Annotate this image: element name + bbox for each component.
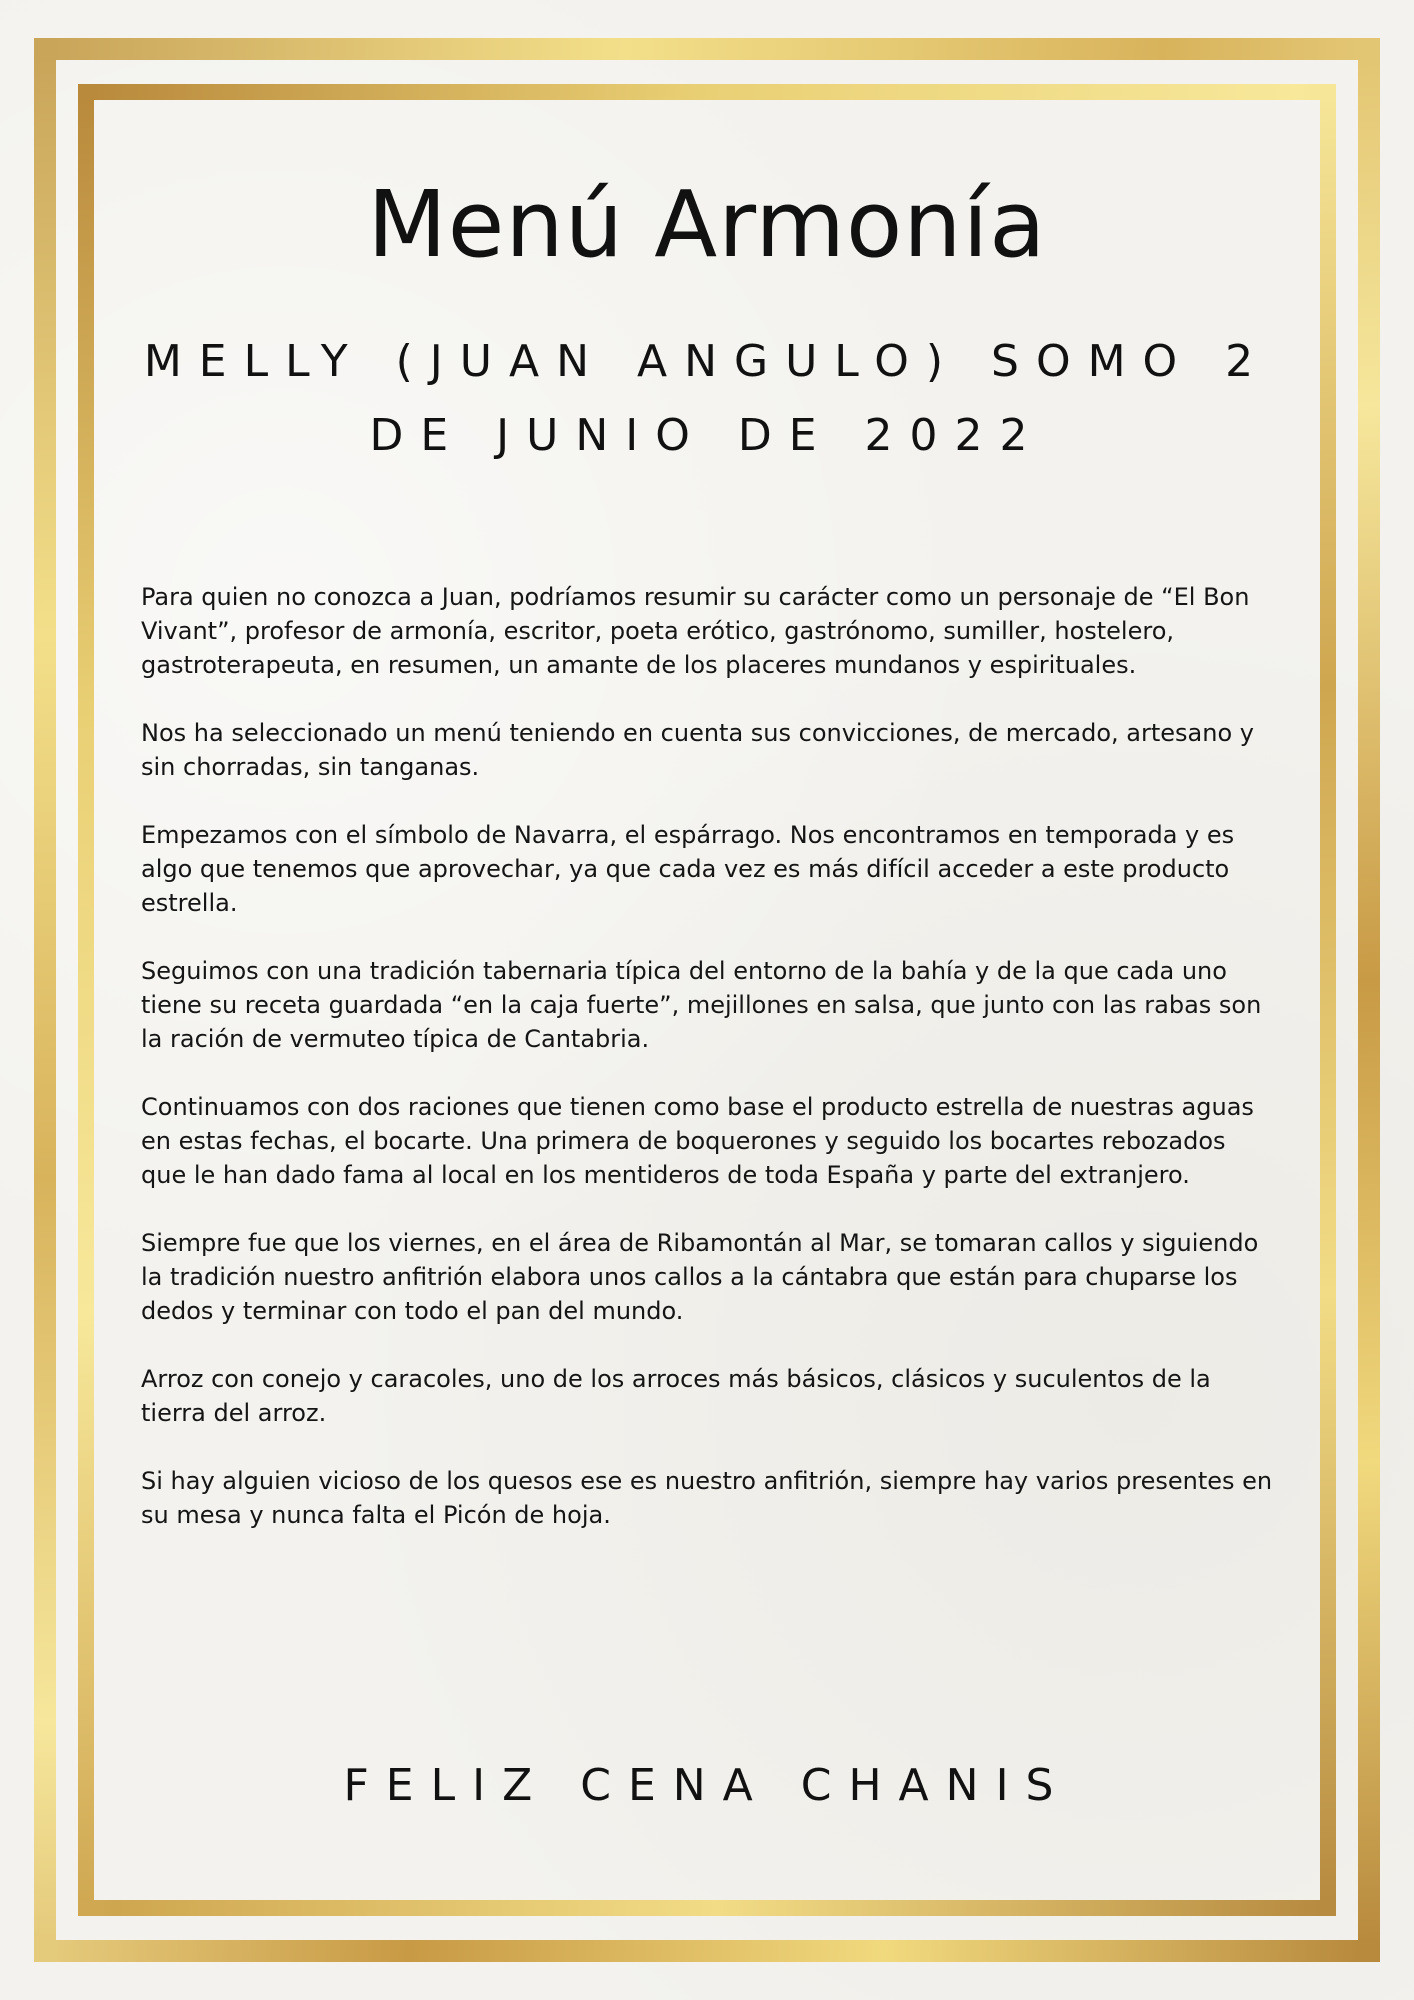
paragraph-anchovies: Continuamos con dos raciones que tienen como base el producto estrella de nuestras aguas en estas fechas, el bocarte. Una primera de boquerones y seguido los bocartes rebozados que le han dado fama al local en los mentideros de toda España y parte del extranjero. — [141, 1093, 1254, 1189]
menu-description — [141, 580, 1273, 1566]
footer-greeting: FELIZ CENA CHANIS — [343, 1760, 1071, 1811]
paragraph-asparagus: Empezamos con el símbolo de Navarra, el espárrago. Nos encontramos en temporada y es algo que tenemos que aprovechar, ya que cada vez es más difícil acceder a este producto estrella. — [141, 821, 1235, 917]
subtitle-line-1: MELLY (JUAN ANGULO) SOMO 2 — [143, 336, 1271, 387]
paragraph-mussels: Seguimos con una tradición tabernaria típica del entorno de la bahía y de la que cada uno tiene su receta guardada “en la caja fuerte”, mejillones en salsa, que junto con las rabas son la ración de vermuteo típica de Cantabria. — [141, 957, 1262, 1053]
event-subtitle — [141, 325, 1273, 473]
paragraph-tripe: Siempre fue que los viernes, en el área de Ribamontán al Mar, se tomaran callos y siguiendo la tradición nuestro anfitrión elabora unos callos a la cántabra que están para chuparse los dedos y terminar con todo el pan del mundo. — [141, 1229, 1259, 1325]
paragraph-intro: Para quien no conozca a Juan, podríamos resumir su carácter como un personaje de “El Bon Vivant”, profesor de armonía, escritor, poeta erótico, gastrónomo, sumiller, hostelero, gastroterapeuta, en resumen, un amante de los placeres mundanos y espirituales. — [141, 583, 1250, 679]
subtitle-line-2: DE JUNIO DE 2022 — [369, 410, 1045, 461]
menu-content — [141, 0, 1273, 2000]
page-title: Menú Armonía — [367, 171, 1047, 278]
paragraph-selection: Nos ha seleccionado un menú teniendo en cuenta sus convicciones, de mercado, artesano y sin chorradas, sin tanganas. — [141, 719, 1254, 781]
paragraph-cheese: Si hay alguien vicioso de los quesos ese es nuestro anfitrión, siempre hay varios presentes en su mesa y nunca falta el Picón de hoja. — [141, 1467, 1273, 1529]
paragraph-rice: Arroz con conejo y caracoles, uno de los arroces más básicos, clásicos y suculentos de la tierra del arroz. — [141, 1365, 1211, 1427]
